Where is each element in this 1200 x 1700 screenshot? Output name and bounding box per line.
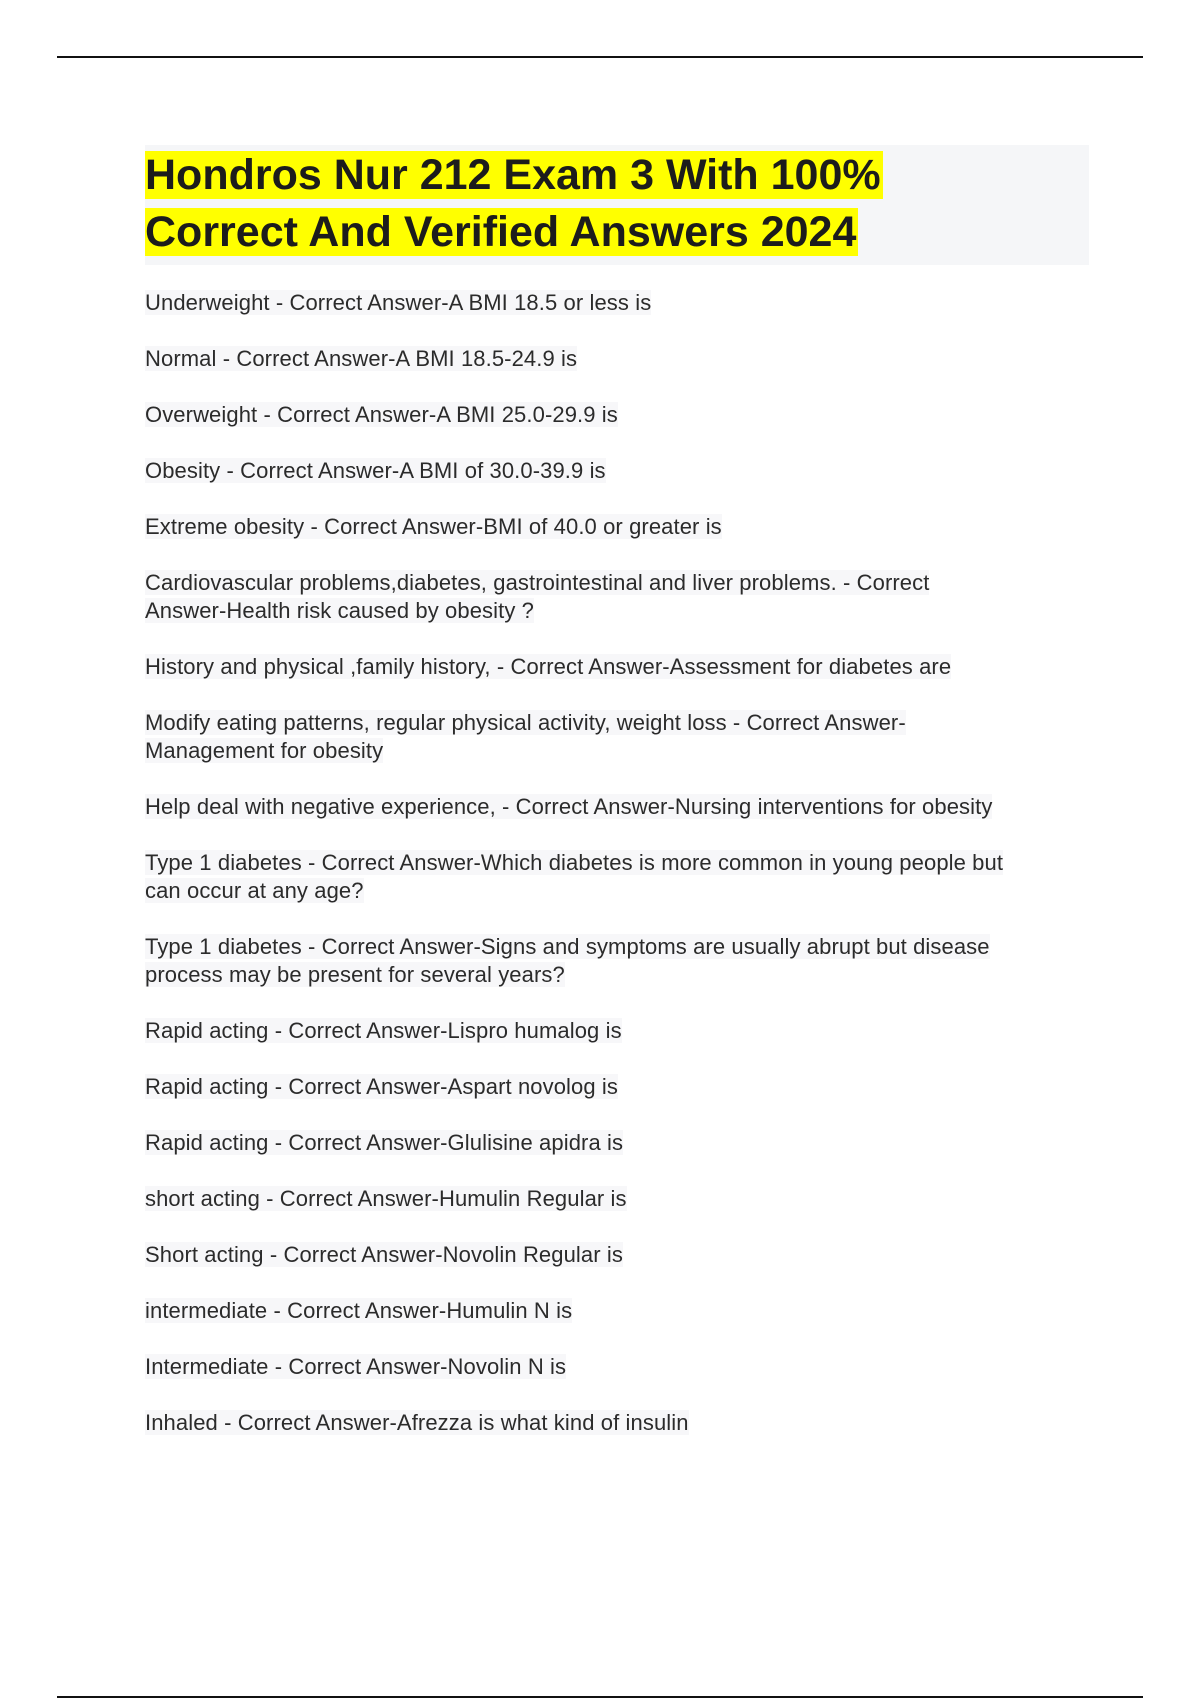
qa-text-line: History and physical ,family history, - Correct Answer-Assessment for diabetes are — [145, 654, 952, 679]
qa-text-line: Type 1 diabetes - Correct Answer-Signs and symptoms are usually abrupt but disease — [145, 934, 990, 959]
qa-item — [145, 1409, 1089, 1437]
qa-item — [145, 1129, 1089, 1157]
qa-item — [145, 457, 1089, 485]
bottom-rule — [57, 1696, 1143, 1698]
qa-item — [145, 1017, 1089, 1045]
qa-text-line: Rapid acting - Correct Answer-Aspart novolog is — [145, 1074, 619, 1099]
qa-item — [145, 1073, 1089, 1101]
qa-text-line: Extreme obesity - Correct Answer-BMI of 40.0 or greater is — [145, 514, 722, 539]
top-rule — [57, 56, 1143, 58]
qa-text-line: process may be present for several years? — [145, 962, 565, 987]
qa-text-line: Type 1 diabetes - Correct Answer-Which diabetes is more common in young people but — [145, 850, 1004, 875]
qa-text-line: Normal - Correct Answer-A BMI 18.5-24.9 is — [145, 346, 578, 371]
qa-text-line: Inhaled - Correct Answer-Afrezza is what kind of insulin — [145, 1410, 689, 1435]
qa-text-line: Obesity - Correct Answer-A BMI of 30.0-39.9 is — [145, 458, 606, 483]
qa-list — [145, 289, 1089, 1437]
qa-item — [145, 513, 1089, 541]
qa-item — [145, 345, 1089, 373]
qa-item — [145, 1353, 1089, 1381]
qa-text-line: intermediate - Correct Answer-Humulin N is — [145, 1298, 573, 1323]
qa-text-line: Management for obesity — [145, 738, 384, 763]
qa-text-line: Overweight - Correct Answer-A BMI 25.0-29.9 is — [145, 402, 618, 427]
qa-item — [145, 1241, 1089, 1269]
title-line-2: Correct And Verified Answers 2024 — [145, 208, 857, 256]
qa-text-line: Rapid acting - Correct Answer-Glulisine apidra is — [145, 1130, 624, 1155]
qa-text-line: Short acting - Correct Answer-Novolin Regular is — [145, 1242, 623, 1267]
document-body — [145, 145, 1089, 1465]
qa-item — [145, 569, 1089, 625]
qa-text-line: Cardiovascular problems,diabetes, gastrointestinal and liver problems. - Correct — [145, 570, 930, 595]
qa-text-line: Modify eating patterns, regular physical activity, weight loss - Correct Answer- — [145, 710, 906, 735]
qa-item — [145, 849, 1089, 905]
qa-item — [145, 933, 1089, 989]
qa-text-line: Help deal with negative experience, - Correct Answer-Nursing interventions for obesity — [145, 794, 993, 819]
qa-text-line: Rapid acting - Correct Answer-Lispro humalog is — [145, 1018, 622, 1043]
qa-item — [145, 793, 1089, 821]
qa-item — [145, 1297, 1089, 1325]
qa-text-line: can occur at any age? — [145, 878, 364, 903]
qa-text-line: Answer-Health risk caused by obesity ? — [145, 598, 534, 623]
title-box — [145, 145, 1089, 265]
document-title — [145, 147, 1089, 261]
qa-item — [145, 653, 1089, 681]
qa-item — [145, 709, 1089, 765]
qa-item — [145, 1185, 1089, 1213]
qa-text-line: short acting - Correct Answer-Humulin Regular is — [145, 1186, 627, 1211]
qa-text-line: Intermediate - Correct Answer-Novolin N is — [145, 1354, 567, 1379]
title-line-1: Hondros Nur 212 Exam 3 With 100% — [145, 151, 881, 199]
qa-text-line: Underweight - Correct Answer-A BMI 18.5 or less is — [145, 290, 652, 315]
qa-item — [145, 289, 1089, 317]
qa-item — [145, 401, 1089, 429]
